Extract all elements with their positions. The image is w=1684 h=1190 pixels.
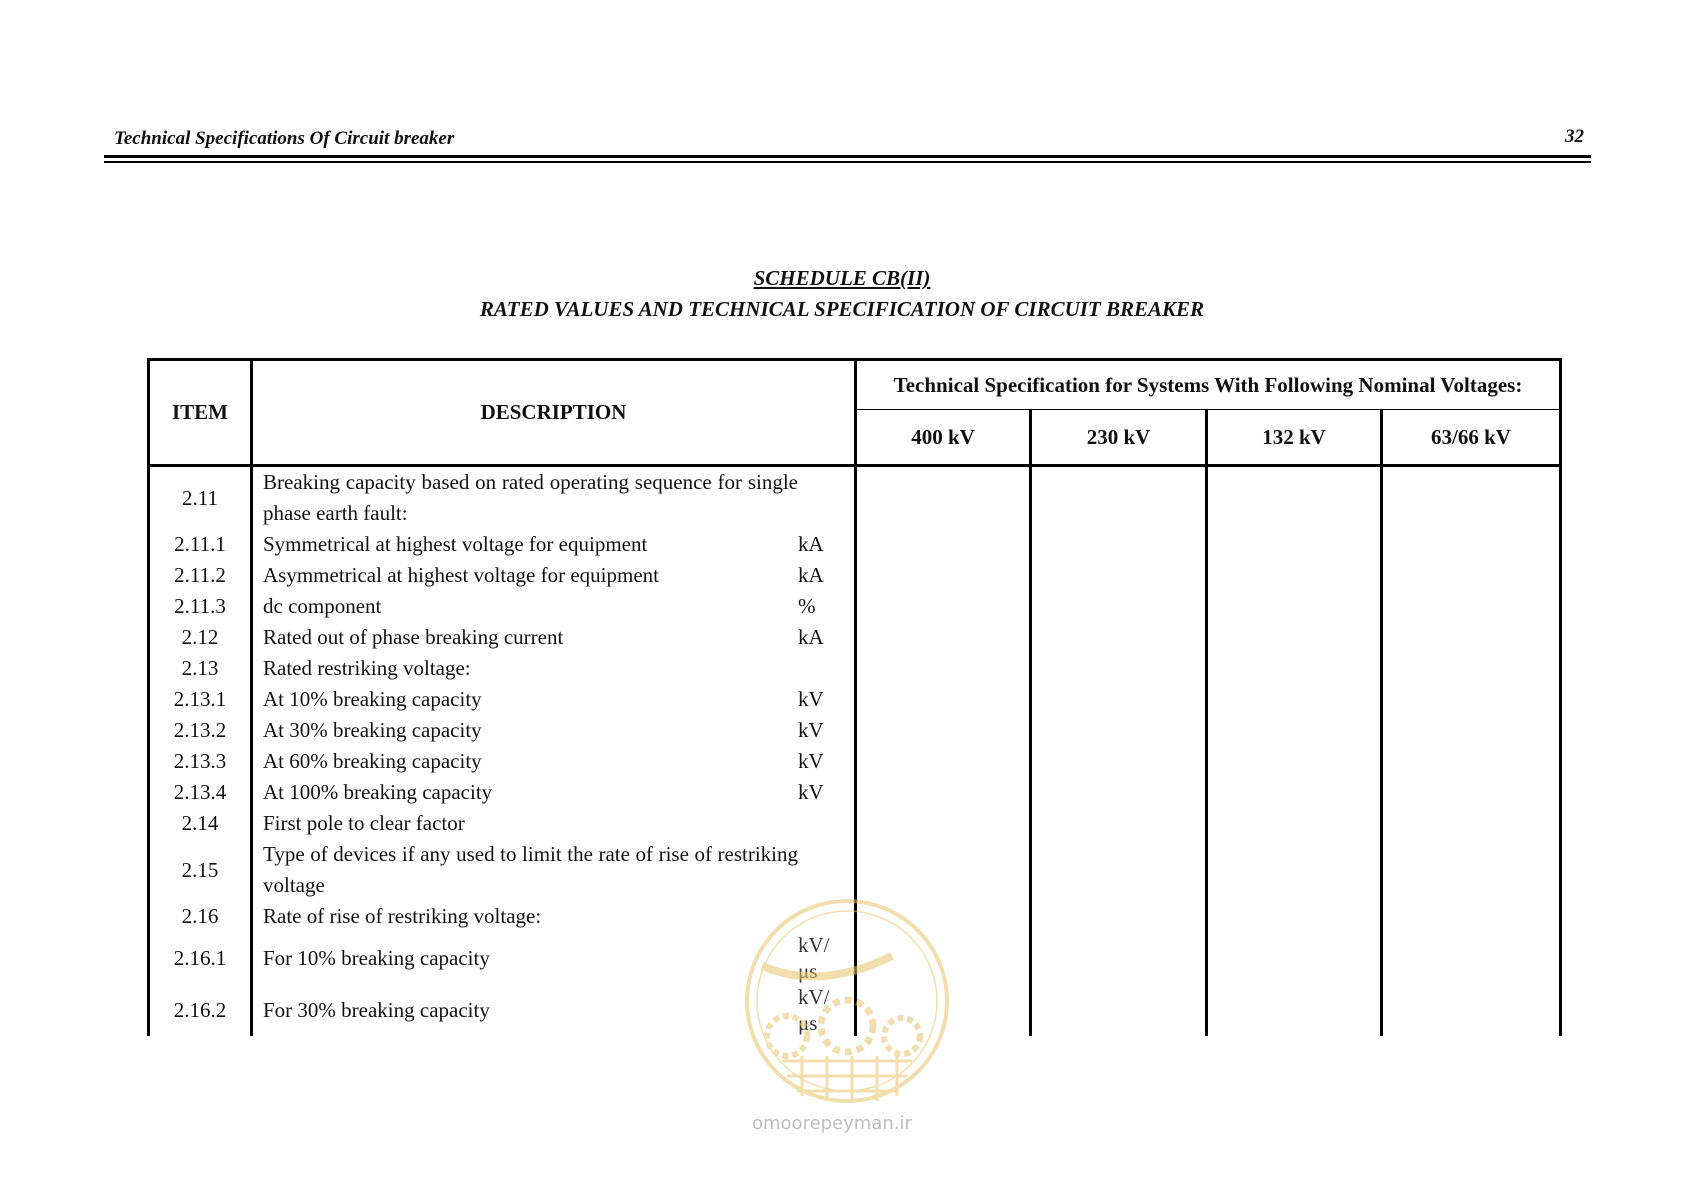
value-cell-400kv[interactable] — [856, 653, 1031, 684]
description-cell — [252, 622, 856, 653]
value-cell-132kv[interactable] — [1207, 746, 1382, 777]
description-text: Rated out of phase breaking current — [263, 625, 564, 649]
description-cell — [252, 932, 856, 984]
value-cell-63-66kv[interactable] — [1382, 653, 1561, 684]
value-cell-400kv[interactable] — [856, 715, 1031, 746]
item-number: 2.13.1 — [149, 684, 252, 715]
item-number: 2.11 — [149, 466, 252, 530]
description-cell — [252, 777, 856, 808]
schedule-title: SCHEDULE CB(II) — [753, 266, 931, 290]
table-row — [149, 746, 1561, 777]
table-row — [149, 466, 1561, 530]
table-row — [149, 591, 1561, 622]
value-cell-230kv[interactable] — [1031, 746, 1207, 777]
value-cell-230kv[interactable] — [1031, 466, 1207, 530]
value-cell-63-66kv[interactable] — [1382, 591, 1561, 622]
value-cell-230kv[interactable] — [1031, 932, 1207, 984]
item-number: 2.13.2 — [149, 715, 252, 746]
value-cell-132kv[interactable] — [1207, 839, 1382, 901]
value-cell-132kv[interactable] — [1207, 684, 1382, 715]
value-cell-400kv[interactable] — [856, 746, 1031, 777]
watermark-text: omoorepeyman.ir — [752, 1113, 912, 1134]
value-cell-132kv[interactable] — [1207, 529, 1382, 560]
description-cell — [252, 529, 856, 560]
item-number: 2.13.3 — [149, 746, 252, 777]
unit-label — [798, 984, 844, 1036]
value-cell-63-66kv[interactable] — [1382, 715, 1561, 746]
unit-bottom: μs — [798, 959, 818, 983]
value-cell-230kv[interactable] — [1031, 622, 1207, 653]
unit-label: kA — [798, 625, 824, 649]
col-header-400kv: 400 kV — [856, 410, 1031, 466]
value-cell-132kv[interactable] — [1207, 932, 1382, 984]
unit-top: kV/ — [798, 933, 830, 957]
value-cell-230kv[interactable] — [1031, 808, 1207, 839]
value-cell-63-66kv[interactable] — [1382, 932, 1561, 984]
spec-table — [147, 358, 1562, 1036]
description-text: Rate of rise of restriking voltage: — [263, 904, 542, 928]
page-number: 32 — [1565, 126, 1584, 147]
table-row — [149, 622, 1561, 653]
value-cell-63-66kv[interactable] — [1382, 746, 1561, 777]
value-cell-63-66kv[interactable] — [1382, 777, 1561, 808]
description-text: Rated restriking voltage: — [263, 656, 471, 680]
value-cell-132kv[interactable] — [1207, 560, 1382, 591]
item-number: 2.16.1 — [149, 932, 252, 984]
value-cell-230kv[interactable] — [1031, 839, 1207, 901]
value-cell-63-66kv[interactable] — [1382, 560, 1561, 591]
table-row — [149, 901, 1561, 932]
value-cell-230kv[interactable] — [1031, 529, 1207, 560]
value-cell-400kv[interactable] — [856, 839, 1031, 901]
description-cell — [252, 591, 856, 622]
value-cell-132kv[interactable] — [1207, 901, 1382, 932]
item-number: 2.16 — [149, 901, 252, 932]
value-cell-132kv[interactable] — [1207, 591, 1382, 622]
description-cell — [252, 839, 856, 901]
value-cell-132kv[interactable] — [1207, 808, 1382, 839]
description-text: At 60% breaking capacity — [263, 749, 482, 773]
item-number: 2.12 — [149, 622, 252, 653]
description-text: At 30% breaking capacity — [263, 718, 482, 742]
unit-label — [798, 932, 844, 984]
description-text: At 100% breaking capacity — [263, 780, 493, 804]
value-cell-230kv[interactable] — [1031, 777, 1207, 808]
value-cell-132kv[interactable] — [1207, 622, 1382, 653]
value-cell-400kv[interactable] — [856, 932, 1031, 984]
value-cell-230kv[interactable] — [1031, 653, 1207, 684]
value-cell-230kv[interactable] — [1031, 591, 1207, 622]
value-cell-230kv[interactable] — [1031, 984, 1207, 1036]
value-cell-63-66kv[interactable] — [1382, 684, 1561, 715]
schedule-subtitle: RATED VALUES AND TECHNICAL SPECIFICATION OF CIRCUIT BREAKER — [479, 297, 1205, 321]
header-rule-thin — [104, 161, 1591, 163]
col-header-132kv: 132 kV — [1207, 410, 1382, 466]
value-cell-400kv[interactable] — [856, 529, 1031, 560]
value-cell-400kv[interactable] — [856, 808, 1031, 839]
description-text: For 30% breaking capacity — [263, 997, 490, 1022]
value-cell-400kv[interactable] — [856, 622, 1031, 653]
unit-top: kV/ — [798, 985, 830, 1009]
value-cell-63-66kv[interactable] — [1382, 984, 1561, 1036]
header-rule-thick — [104, 155, 1591, 158]
description-text: Symmetrical at highest voltage for equipment — [263, 532, 648, 556]
item-number: 2.13.4 — [149, 777, 252, 808]
item-number: 2.11.1 — [149, 529, 252, 560]
table-row — [149, 984, 1561, 1036]
value-cell-230kv[interactable] — [1031, 901, 1207, 932]
value-cell-400kv[interactable] — [856, 901, 1031, 932]
value-cell-63-66kv[interactable] — [1382, 466, 1561, 530]
item-number: 2.14 — [149, 808, 252, 839]
item-number: 2.13 — [149, 653, 252, 684]
description-cell — [252, 808, 856, 839]
unit-label: kV — [798, 780, 824, 804]
value-cell-132kv[interactable] — [1207, 777, 1382, 808]
value-cell-230kv[interactable] — [1031, 715, 1207, 746]
value-cell-63-66kv[interactable] — [1382, 901, 1561, 932]
description-text: Breaking capacity based on rated operating sequence for single phase earth fault: — [263, 470, 798, 525]
description-text: Type of devices if any used to limit the rate of rise of restriking voltage — [263, 842, 798, 897]
description-cell — [252, 746, 856, 777]
col-header-voltage-group: Technical Specification for Systems With Following Nominal Voltages: — [856, 360, 1561, 410]
value-cell-132kv[interactable] — [1207, 653, 1382, 684]
description-text: Asymmetrical at highest voltage for equipment — [263, 563, 659, 587]
table-row — [149, 684, 1561, 715]
table-row — [149, 653, 1561, 684]
value-cell-400kv[interactable] — [856, 466, 1031, 530]
value-cell-63-66kv[interactable] — [1382, 529, 1561, 560]
description-cell — [252, 984, 856, 1036]
item-number: 2.16.2 — [149, 984, 252, 1036]
description-text: For 10% breaking capacity — [263, 945, 490, 970]
value-cell-63-66kv[interactable] — [1382, 839, 1561, 901]
value-cell-132kv[interactable] — [1207, 984, 1382, 1036]
item-number: 2.11.3 — [149, 591, 252, 622]
value-cell-400kv[interactable] — [856, 560, 1031, 591]
item-number: 2.15 — [149, 839, 252, 901]
value-cell-63-66kv[interactable] — [1382, 622, 1561, 653]
value-cell-400kv[interactable] — [856, 984, 1031, 1036]
description-text: At 10% breaking capacity — [263, 687, 482, 711]
value-cell-63-66kv[interactable] — [1382, 808, 1561, 839]
unit-bottom: μs — [798, 1011, 818, 1035]
item-number: 2.11.2 — [149, 560, 252, 591]
description-text: First pole to clear factor — [263, 811, 465, 835]
table-row — [149, 932, 1561, 984]
description-cell — [252, 560, 856, 591]
value-cell-132kv[interactable] — [1207, 715, 1382, 746]
header-title: Technical Specifications Of Circuit breaker — [114, 128, 455, 149]
table-row — [149, 715, 1561, 746]
unit-label: kA — [798, 563, 824, 587]
value-cell-132kv[interactable] — [1207, 466, 1382, 530]
table-row — [149, 808, 1561, 839]
unit-label: kA — [798, 532, 824, 556]
description-cell — [252, 684, 856, 715]
table-row — [149, 560, 1561, 591]
description-cell — [252, 715, 856, 746]
value-cell-400kv[interactable] — [856, 684, 1031, 715]
value-cell-400kv[interactable] — [856, 591, 1031, 622]
description-cell — [252, 901, 856, 932]
value-cell-230kv[interactable] — [1031, 684, 1207, 715]
table-row — [149, 529, 1561, 560]
table-row — [149, 777, 1561, 808]
unit-label: kV — [798, 749, 824, 773]
table-row — [149, 839, 1561, 901]
value-cell-400kv[interactable] — [856, 777, 1031, 808]
col-header-63-66kv: 63/66 kV — [1382, 410, 1561, 466]
unit-label: kV — [798, 718, 824, 742]
description-text: dc component — [263, 594, 382, 618]
col-header-item: ITEM — [149, 360, 252, 466]
col-header-230kv: 230 kV — [1031, 410, 1207, 466]
value-cell-230kv[interactable] — [1031, 560, 1207, 591]
unit-label: kV — [798, 687, 824, 711]
description-cell — [252, 466, 856, 530]
description-cell — [252, 653, 856, 684]
col-header-description: DESCRIPTION — [252, 360, 856, 466]
unit-label: % — [798, 594, 816, 618]
